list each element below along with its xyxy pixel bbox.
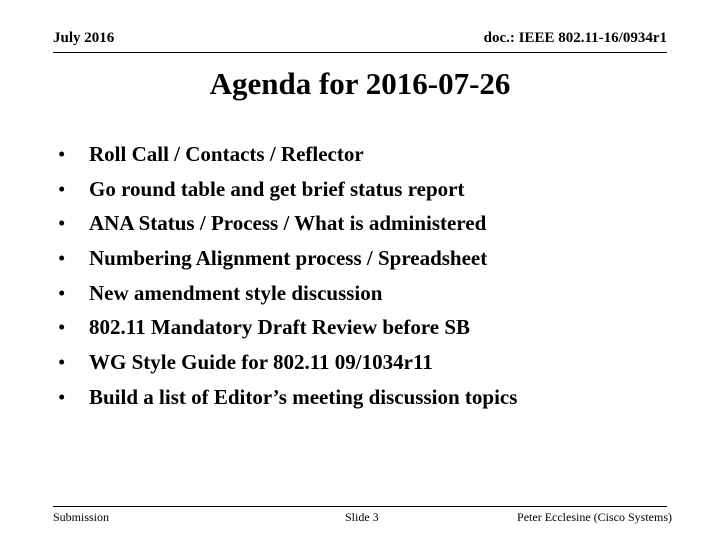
agenda-item — [58, 385, 517, 420]
agenda-item-text: Numbering Alignment process / Spreadsheet — [89, 246, 488, 271]
bullet: • — [58, 280, 66, 305]
bullet: • — [58, 315, 66, 340]
agenda-item-text: Roll Call / Contacts / Reflector — [89, 142, 364, 166]
agenda-item-text: WG Style Guide for 802.11 09/1034r11 — [89, 350, 433, 375]
bullet: • — [58, 176, 66, 201]
agenda-item-text: Go round table and get brief status report — [89, 176, 465, 201]
bullet: • — [58, 350, 66, 375]
agenda-item — [58, 142, 517, 177]
footer-slide-number: Slide 3 — [345, 510, 379, 524]
agenda-item — [58, 281, 517, 316]
agenda-item — [58, 315, 517, 350]
footer-rule — [53, 506, 667, 507]
footer-submission: Submission — [53, 510, 110, 524]
agenda-item — [58, 246, 517, 281]
bullet: • — [58, 384, 66, 409]
agenda-item-text: ANA Status / Process / What is administered — [89, 211, 487, 236]
header-rule — [53, 52, 667, 53]
agenda-item — [58, 350, 517, 385]
agenda-item-text: 802.11 Mandatory Draft Review before SB — [89, 315, 471, 340]
agenda-list — [58, 142, 517, 420]
header-date: July 2016 — [53, 30, 115, 46]
header-doc-id: doc.: IEEE 802.11-16/0934r1 — [483, 30, 667, 46]
bullet: • — [58, 142, 66, 166]
agenda-item-text: Build a list of Editor’s meeting discussion topics — [89, 384, 518, 409]
slide-title: Agenda for 2016-07-26 — [209, 66, 511, 101]
footer-author: Peter Ecclesine (Cisco Systems) — [517, 510, 672, 524]
agenda-item-text: New amendment style discussion — [89, 280, 383, 305]
bullet: • — [58, 246, 66, 271]
bullet: • — [58, 211, 66, 236]
agenda-item — [58, 211, 517, 246]
agenda-item — [58, 177, 517, 212]
